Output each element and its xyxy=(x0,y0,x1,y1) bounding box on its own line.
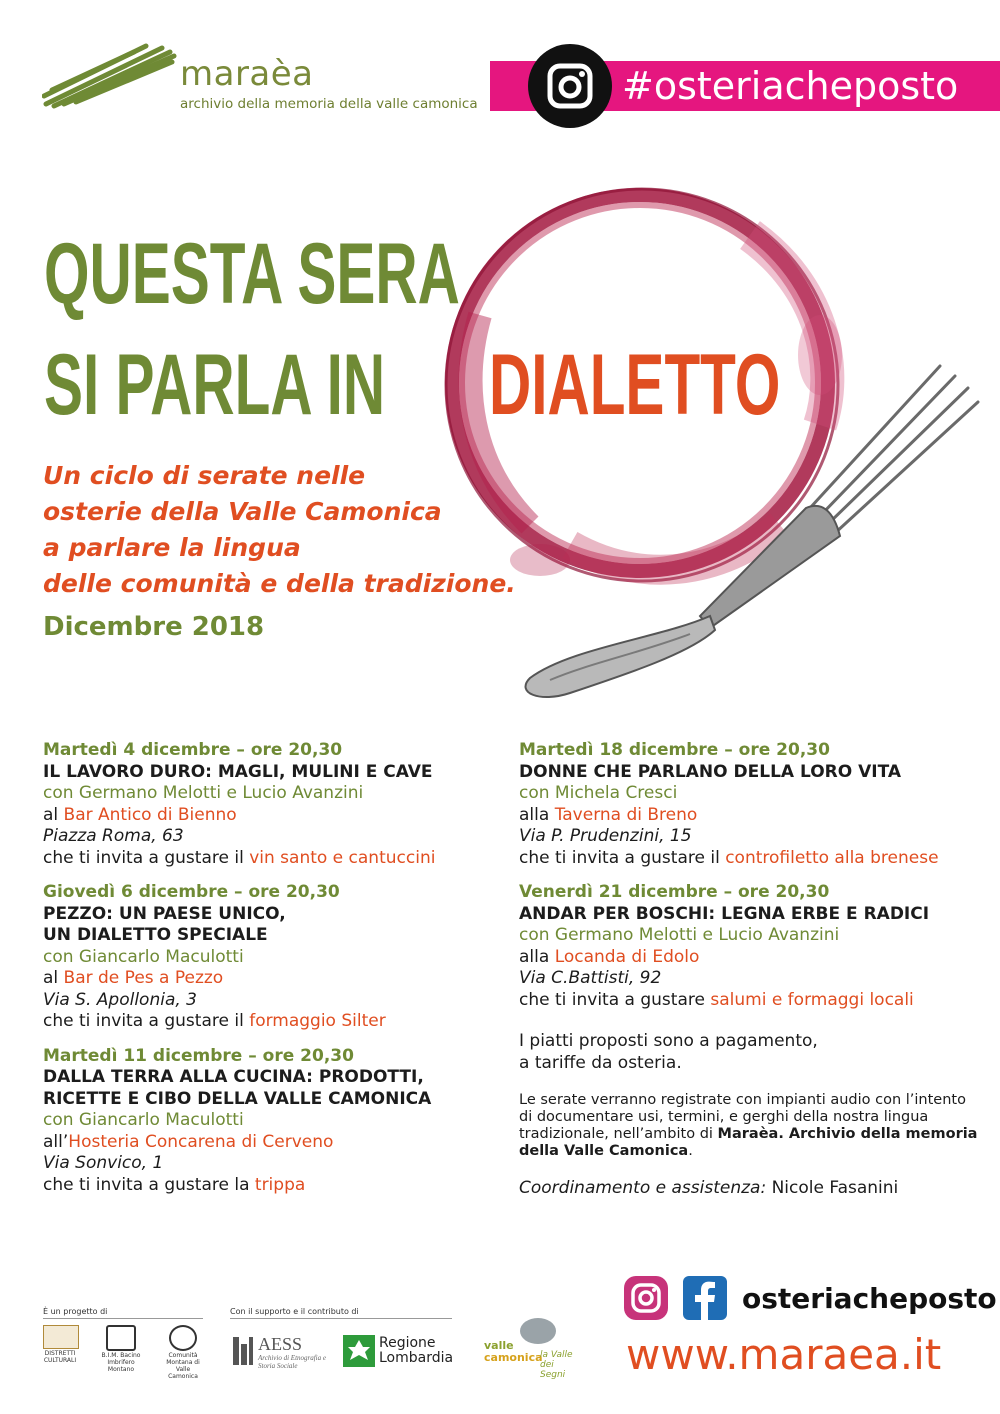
logo-caption: DISTRETTI CULTURALI xyxy=(43,1350,77,1364)
event-venue-line xyxy=(43,1132,483,1154)
event-hosts: con Giancarlo Maculotti xyxy=(43,946,244,967)
event-title: IL LAVORO DURO: MAGLI, MULINI E CAVE xyxy=(43,761,433,782)
event-address: Via Sonvico, 1 xyxy=(43,1153,164,1173)
invite-prefix: che ti invita a gustare il xyxy=(43,847,250,868)
coordination-line xyxy=(519,1178,979,1200)
event-dish-line xyxy=(519,990,979,1012)
recording-note xyxy=(519,1092,979,1160)
event-hosts: con Michela Cresci xyxy=(519,783,678,803)
event-dish: salumi e formaggi locali xyxy=(710,989,914,1010)
event-block xyxy=(519,740,979,869)
title-line-3: DIALETTO xyxy=(489,337,781,433)
event-hosts: con Germano Melotti e Lucio Avanzini xyxy=(43,783,364,803)
invite-prefix: che ti invita a gustare il xyxy=(519,847,726,868)
payment-note xyxy=(519,1031,979,1074)
invite-prefix: che ti invita a gustare xyxy=(519,989,711,1010)
payment-note-line: a tariffe da osteria. xyxy=(519,1052,682,1073)
coordination-name: Nicole Fasanini xyxy=(766,1178,899,1198)
event-venue-line xyxy=(519,805,979,827)
date-line: Dicembre 2018 xyxy=(43,612,265,642)
regione-lombardia-name xyxy=(379,1336,453,1366)
aess-logo xyxy=(232,1336,254,1370)
events-left-column xyxy=(43,740,483,1209)
valle-line: camonica xyxy=(484,1351,543,1364)
brand-name: maraèa xyxy=(180,54,314,94)
event-address: Via C.Battisti, 92 xyxy=(519,968,662,988)
event-dish-line xyxy=(43,1011,483,1033)
event-title: UN DIALETTO SPECIALE xyxy=(43,925,268,945)
subtitle-line: a parlare la lingua xyxy=(43,533,301,562)
venue-prefix: al xyxy=(43,804,64,825)
facebook-icon[interactable] xyxy=(683,1276,727,1320)
venue-prefix: alla xyxy=(519,946,555,967)
logo-caption: B.I.M. Bacino Imbrifero Montano xyxy=(101,1352,141,1373)
payment-note-line: I piatti proposti sono a pagamento, xyxy=(519,1031,818,1051)
regione-lombardia-icon xyxy=(343,1335,375,1367)
maraea-logo-mark xyxy=(42,42,182,112)
event-address: Piazza Roma, 63 xyxy=(43,826,184,846)
divider xyxy=(43,1318,203,1319)
event-date: Martedì 4 dicembre – ore 20,30 xyxy=(43,740,343,760)
event-block xyxy=(43,882,483,1033)
event-block xyxy=(519,882,979,1011)
event-dish-line xyxy=(43,1175,483,1197)
website-link[interactable]: www.maraea.it xyxy=(626,1330,942,1379)
event-venue-line xyxy=(519,947,979,969)
event-title: ANDAR PER BOSCHI: LEGNA ERBE E RADICI xyxy=(519,903,930,924)
event-venue-line xyxy=(43,968,483,990)
event-venue: Locanda di Edolo xyxy=(554,946,700,967)
aess-subtitle: Archivio di Etnografia e Storia Sociale xyxy=(258,1354,326,1370)
venue-prefix: alla xyxy=(519,804,555,825)
event-address: Via P. Prudenzini, 15 xyxy=(519,826,692,846)
event-dish: trippa xyxy=(254,1174,306,1195)
divider xyxy=(230,1318,452,1319)
valle-camonica-logo xyxy=(484,1340,543,1364)
bim-logo xyxy=(96,1325,146,1373)
project-label: È un progetto di xyxy=(43,1307,108,1316)
instagram-icon xyxy=(528,44,612,128)
event-hosts: con Germano Melotti e Lucio Avanzini xyxy=(519,925,840,945)
event-block xyxy=(43,740,483,869)
comunita-montana-logo xyxy=(160,1325,206,1380)
support-label: Con il supporto e il contributo di xyxy=(230,1307,359,1316)
event-title: PEZZO: UN PAESE UNICO, xyxy=(43,903,286,924)
regione-line: Lombardia xyxy=(379,1350,454,1366)
event-venue-line xyxy=(43,805,483,827)
hashtag-text: #osteriacheposto xyxy=(622,64,959,108)
event-block xyxy=(43,1046,483,1197)
event-title: RICETTE E CIBO DELLA VALLE CAMONICA xyxy=(43,1088,432,1109)
event-date: Martedì 11 dicembre – ore 20,30 xyxy=(43,1045,354,1066)
event-dish: controfiletto alla brenese xyxy=(725,847,939,868)
social-handle[interactable]: osteriacheposto xyxy=(742,1282,997,1315)
event-date: Martedì 18 dicembre – ore 20,30 xyxy=(519,740,830,760)
aess-name: AESS xyxy=(258,1334,303,1354)
coordination-label: Coordinamento e assistenza: xyxy=(519,1178,767,1198)
recording-note-end: . xyxy=(688,1143,693,1159)
venue-prefix: al xyxy=(43,968,64,988)
event-dish: vin santo e cantuccini xyxy=(249,847,436,868)
recording-note-archive: Maraèa. Archivio della memoria della Valle Camonica xyxy=(519,1126,978,1159)
valle-line: valle xyxy=(484,1339,514,1352)
logo-caption: Comunità Montana di Valle Camonica xyxy=(166,1352,200,1380)
event-hosts: con Giancarlo Maculotti xyxy=(43,1110,244,1130)
instagram-icon[interactable] xyxy=(624,1276,668,1320)
event-date: Giovedì 6 dicembre – ore 20,30 xyxy=(43,882,340,902)
event-venue: Hosteria Concarena di Cerveno xyxy=(68,1131,334,1152)
subtitle-line: Un ciclo di serate nelle xyxy=(43,461,366,490)
subtitle-line: osterie della Valle Camonica xyxy=(43,497,442,526)
event-dish: formaggio Silter xyxy=(249,1011,386,1031)
event-dish-line xyxy=(519,848,979,870)
event-title: DONNE CHE PARLANO DELLA LORO VITA xyxy=(519,761,902,782)
event-dish-line xyxy=(43,848,483,870)
invite-prefix: che ti invita a gustare il xyxy=(43,1011,250,1031)
subtitle xyxy=(43,458,516,602)
invite-prefix: che ti invita a gustare la xyxy=(43,1174,255,1195)
event-venue: Bar Antico di Bienno xyxy=(63,804,237,825)
event-date: Venerdì 21 dicembre – ore 20,30 xyxy=(519,882,830,902)
valle-tagline: la Valle dei Segni xyxy=(540,1350,573,1380)
title-line-1: QUESTA SERA xyxy=(44,226,460,322)
event-address: Via S. Apollonia, 3 xyxy=(43,989,197,1010)
event-venue: Taverna di Breno xyxy=(554,804,698,825)
title-line-2: SI PARLA IN xyxy=(44,337,386,433)
distretti-culturali-logo xyxy=(43,1325,77,1364)
recording-note-text: Le serate verranno registrate con impianti audio con l’intento di documentare usi, termini, e gerghi della nostra lingua tradizionale, nell’ambito di xyxy=(519,1092,966,1142)
event-venue: Bar de Pes a Pezzo xyxy=(63,968,224,988)
events-right-column xyxy=(519,740,979,1200)
regione-line: Regione xyxy=(379,1335,436,1351)
event-title: DALLA TERRA ALLA CUCINA: PRODOTTI, xyxy=(43,1067,424,1087)
aess-icon xyxy=(232,1336,254,1366)
subtitle-line: delle comunità e della tradizione. xyxy=(43,569,516,598)
venue-prefix: all’ xyxy=(43,1131,69,1152)
brand-tagline: archivio della memoria della valle camonica xyxy=(180,96,478,112)
